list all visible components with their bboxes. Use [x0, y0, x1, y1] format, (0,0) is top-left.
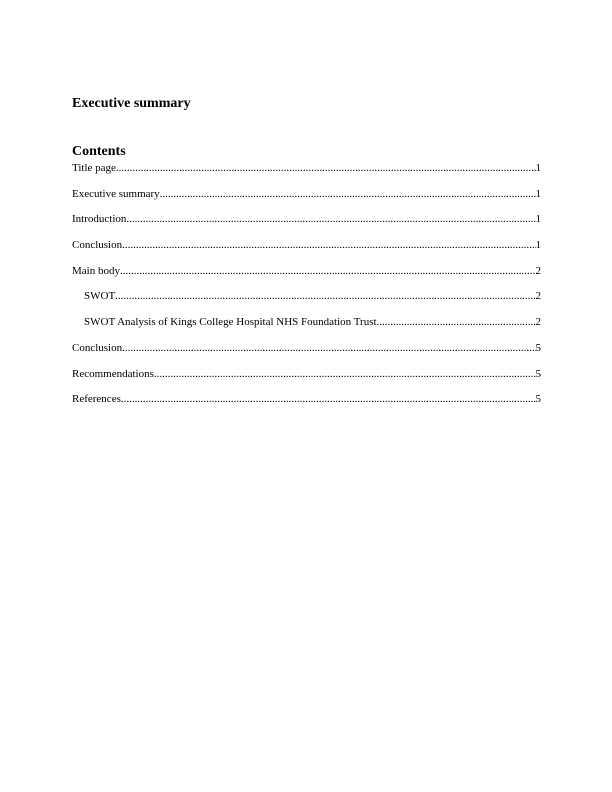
section-heading: Executive summary	[72, 96, 191, 111]
toc-entry[interactable]	[72, 315, 541, 341]
toc-entry[interactable]	[72, 392, 541, 418]
toc-entry-text: Conclusion	[72, 239, 123, 252]
toc-page-number: 1	[535, 187, 541, 200]
toc-dot-leader	[116, 161, 536, 175]
toc-page-number: 1	[535, 162, 541, 174]
toc-dot-leader	[121, 392, 536, 406]
toc-entry-text: SWOT Analysis of Kings College Hospital NHS Foundation Trust	[84, 316, 377, 329]
toc-entry[interactable]	[72, 238, 541, 264]
toc-entry-text: SWOT	[84, 290, 116, 303]
toc-page-number: 1	[535, 239, 541, 252]
toc-entry-text: Title page	[72, 162, 116, 174]
toc-dot-leader	[126, 212, 535, 226]
toc-dot-leader	[120, 264, 536, 278]
toc-page-number: 1	[535, 213, 541, 226]
toc-entry-text: Executive summary	[72, 187, 160, 200]
toc-dot-leader	[115, 289, 535, 303]
toc-entry[interactable]	[72, 212, 541, 238]
toc-page-number: 5	[535, 341, 541, 354]
toc-page-number: 2	[535, 290, 541, 303]
toc-dot-leader	[122, 238, 535, 252]
toc-entry-text: Main body	[72, 264, 120, 277]
toc-dot-leader	[154, 367, 536, 381]
toc-entry-text: Recommendations	[72, 367, 154, 380]
toc-entry[interactable]	[72, 341, 541, 367]
toc-entry[interactable]	[72, 264, 541, 290]
toc-title: Contents	[72, 144, 126, 159]
toc-dot-leader	[122, 341, 535, 355]
table-of-contents	[72, 161, 541, 418]
toc-dot-leader	[160, 187, 536, 201]
toc-entry[interactable]	[72, 161, 541, 187]
toc-entry[interactable]	[72, 289, 541, 315]
toc-page-number: 2	[535, 316, 541, 329]
toc-entry-text: Conclusion	[72, 341, 123, 354]
toc-page-number: 5	[535, 393, 541, 406]
toc-entry-text: References	[72, 393, 121, 406]
toc-dot-leader	[377, 315, 536, 329]
toc-entry[interactable]	[72, 187, 541, 213]
toc-page-number: 5	[535, 367, 541, 380]
toc-page-number: 2	[535, 264, 541, 277]
toc-entry[interactable]	[72, 367, 541, 393]
toc-entry-text: Introduction	[72, 213, 127, 226]
